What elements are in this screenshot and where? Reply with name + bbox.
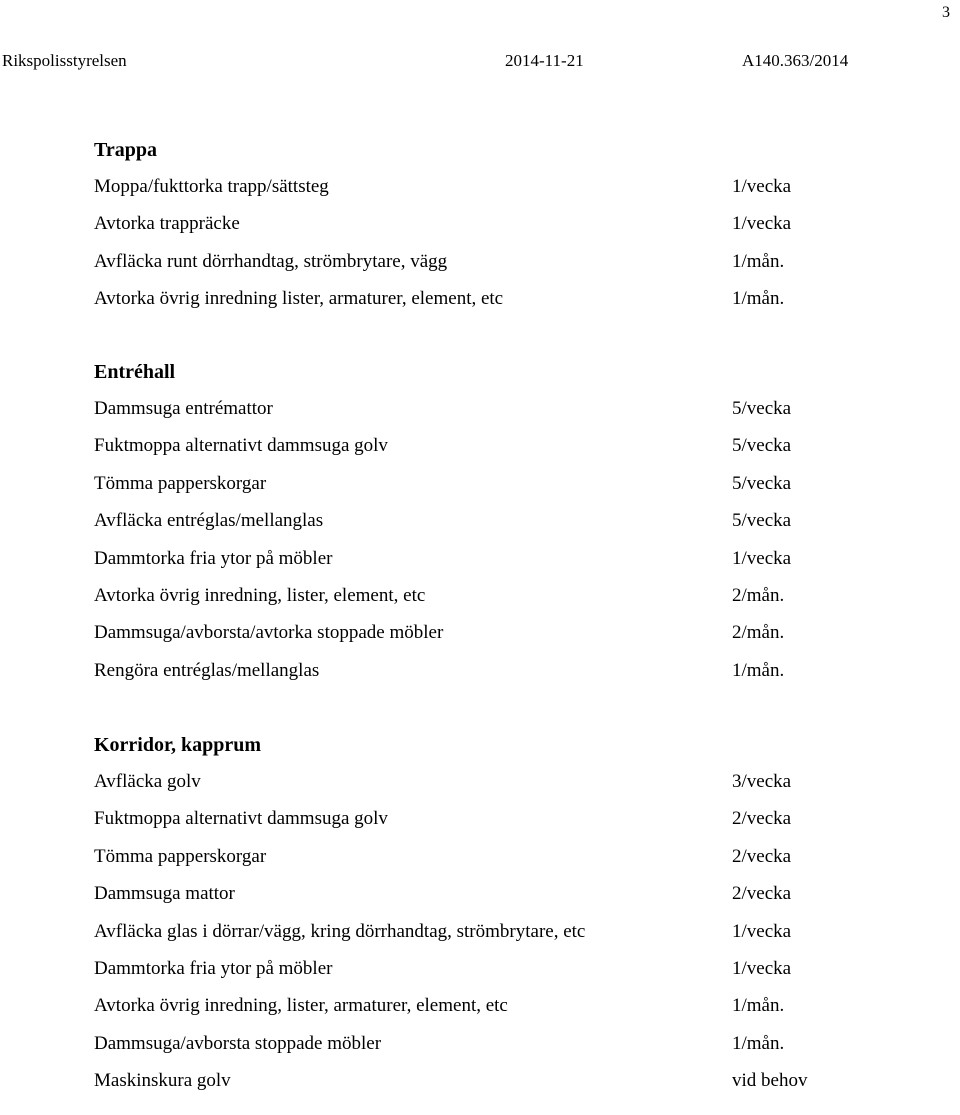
task-frequency: 3/vecka — [732, 771, 792, 792]
task-name: Dammtorka fria ytor på möbler — [94, 547, 333, 569]
task-frequency: 1/vecka — [732, 176, 792, 197]
task-row — [94, 432, 814, 469]
task-row — [94, 955, 814, 992]
section-title: Korridor, kapprum — [94, 734, 262, 756]
task-frequency: 2/vecka — [732, 845, 792, 867]
task-row — [94, 1030, 814, 1067]
header-organization: Rikspolisstyrelsen — [2, 51, 127, 70]
header-date: 2014-11-21 — [505, 51, 584, 70]
task-frequency: 5/vecka — [732, 435, 792, 457]
task-name: Avfläcka entréglas/mellanglas — [94, 510, 324, 532]
header-reference: A140.363/2014 — [742, 51, 849, 70]
task-name: Avtorka trappräcke — [94, 213, 240, 235]
task-row — [94, 395, 814, 432]
task-row — [94, 248, 814, 285]
task-frequency: 1/vecka — [732, 920, 792, 942]
task-row — [94, 805, 814, 842]
task-frequency: 1/mån. — [732, 288, 785, 310]
task-name: Avtorka övrig inredning lister, armaturer, element, etc — [94, 288, 504, 310]
task-row — [94, 210, 814, 247]
task-frequency: 5/vecka — [732, 398, 792, 419]
task-name: Maskinskura golv — [94, 1070, 231, 1092]
task-frequency: 1/mån. — [732, 659, 785, 681]
task-row — [94, 173, 814, 210]
task-row — [94, 657, 814, 694]
task-row — [94, 545, 814, 582]
task-frequency: vid behov — [732, 1070, 808, 1092]
page-number: 3 — [942, 4, 950, 21]
task-frequency: 5/vecka — [732, 510, 792, 532]
task-frequency: 2/vecka — [732, 808, 792, 830]
task-name: Tömma papperskorgar — [94, 845, 267, 867]
task-row — [94, 1067, 814, 1104]
section-trappa — [94, 135, 814, 323]
task-name: Dammtorka fria ytor på möbler — [94, 957, 333, 979]
task-name: Avfläcka runt dörrhandtag, strömbrytare, vägg — [94, 250, 448, 272]
task-frequency: 1/vecka — [732, 957, 792, 979]
task-name: Moppa/fukttorka trapp/sättsteg — [94, 176, 329, 197]
task-frequency: 1/vecka — [732, 547, 792, 569]
section-title: Entréhall — [94, 361, 176, 383]
document-header — [0, 50, 860, 72]
task-name: Dammsuga/avborsta/avtorka stoppade möbler — [94, 622, 444, 644]
task-name: Fuktmoppa alternativt dammsuga golv — [94, 435, 388, 457]
task-name: Dammsuga mattor — [94, 883, 235, 905]
section-title: Trappa — [94, 139, 157, 161]
task-row — [94, 918, 814, 955]
task-row — [94, 880, 814, 917]
task-row — [94, 470, 814, 507]
task-row — [94, 582, 814, 619]
task-frequency: 2/vecka — [732, 883, 792, 905]
task-row — [94, 285, 814, 322]
task-row — [94, 619, 814, 656]
task-name: Dammsuga/avborsta stoppade möbler — [94, 1032, 382, 1054]
task-row — [94, 843, 814, 880]
task-name: Fuktmoppa alternativt dammsuga golv — [94, 808, 388, 830]
task-frequency: 5/vecka — [732, 472, 792, 494]
task-name: Tömma papperskorgar — [94, 472, 267, 494]
task-frequency: 2/mån. — [732, 584, 785, 606]
task-frequency: 1/mån. — [732, 1032, 785, 1054]
task-row — [94, 507, 814, 544]
task-name: Dammsuga entrémattor — [94, 398, 273, 419]
task-name: Rengöra entréglas/mellanglas — [94, 659, 320, 681]
section-korridor-kapprum — [94, 730, 814, 1105]
task-frequency: 2/mån. — [732, 622, 785, 644]
section-entrehall — [94, 357, 814, 694]
task-frequency: 1/mån. — [732, 250, 785, 272]
task-name: Avtorka övrig inredning, lister, armaturer, element, etc — [94, 995, 508, 1017]
task-row — [94, 992, 814, 1029]
task-name: Avtorka övrig inredning, lister, element, etc — [94, 584, 426, 606]
task-row — [94, 768, 814, 805]
task-name: Avfläcka glas i dörrar/vägg, kring dörrhandtag, strömbrytare, etc — [94, 920, 586, 942]
task-frequency: 1/vecka — [732, 213, 792, 235]
task-name: Avfläcka golv — [94, 771, 201, 792]
task-frequency: 1/mån. — [732, 995, 785, 1017]
